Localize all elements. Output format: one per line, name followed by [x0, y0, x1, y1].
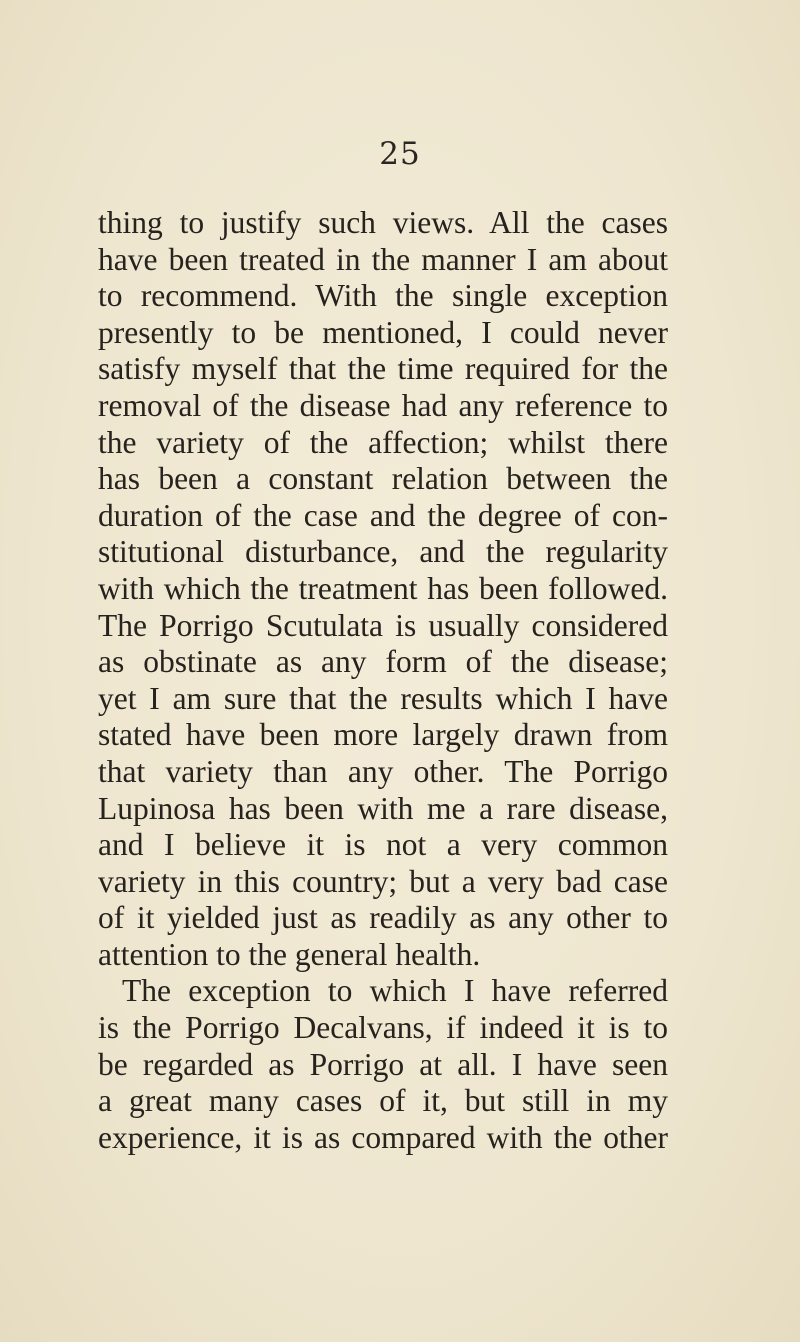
body-text [98, 205, 668, 1156]
text-line: The Porrigo Scutulata is usually considered [98, 607, 668, 643]
text-line: have been treated in the manner I am about [98, 241, 668, 277]
text-line: be regarded as Porrigo at all. I have seen [98, 1046, 668, 1082]
text-line: experience, it is as compared with the other [98, 1119, 668, 1155]
text-line: as obstinate as any form of the disease; [98, 644, 668, 680]
text-line: attention to the general health. [98, 936, 481, 972]
text-line: the variety of the affection; whilst there [98, 424, 668, 460]
text-line: duration of the case and the degree of con- [98, 497, 668, 533]
text-line: has been a constant relation between the [98, 461, 668, 497]
paragraph-start-line: The exception to which I have referred [122, 973, 668, 1009]
text-line: satisfy myself that the time required for the [98, 351, 668, 387]
text-line: stitutional disturbance, and the regularity [98, 534, 668, 570]
text-line: presently to be mentioned, I could never [98, 314, 668, 350]
text-line: a great many cases of it, but still in my [98, 1083, 668, 1119]
text-line: with which the treatment has been followed. [98, 570, 668, 606]
text-line: variety in this country; but a very bad case [98, 863, 668, 899]
text-line: removal of the disease had any reference to [98, 387, 668, 423]
text-line: is the Porrigo Decalvans, if indeed it is to [98, 1010, 668, 1046]
text-line: thing to justify such views. All the cases [98, 205, 668, 240]
text-line: and I believe it is not a very common [98, 827, 668, 863]
text-line: of it yielded just as readily as any other to [98, 900, 668, 936]
text-line: stated have been more largely drawn from [98, 717, 668, 753]
page-number: 25 [379, 136, 421, 172]
text-line: Lupinosa has been with me a rare disease, [98, 790, 668, 826]
text-line: that variety than any other. The Porrigo [98, 753, 668, 789]
text-line: to recommend. With the single exception [98, 278, 668, 314]
text-line: yet I am sure that the results which I have [98, 680, 668, 716]
